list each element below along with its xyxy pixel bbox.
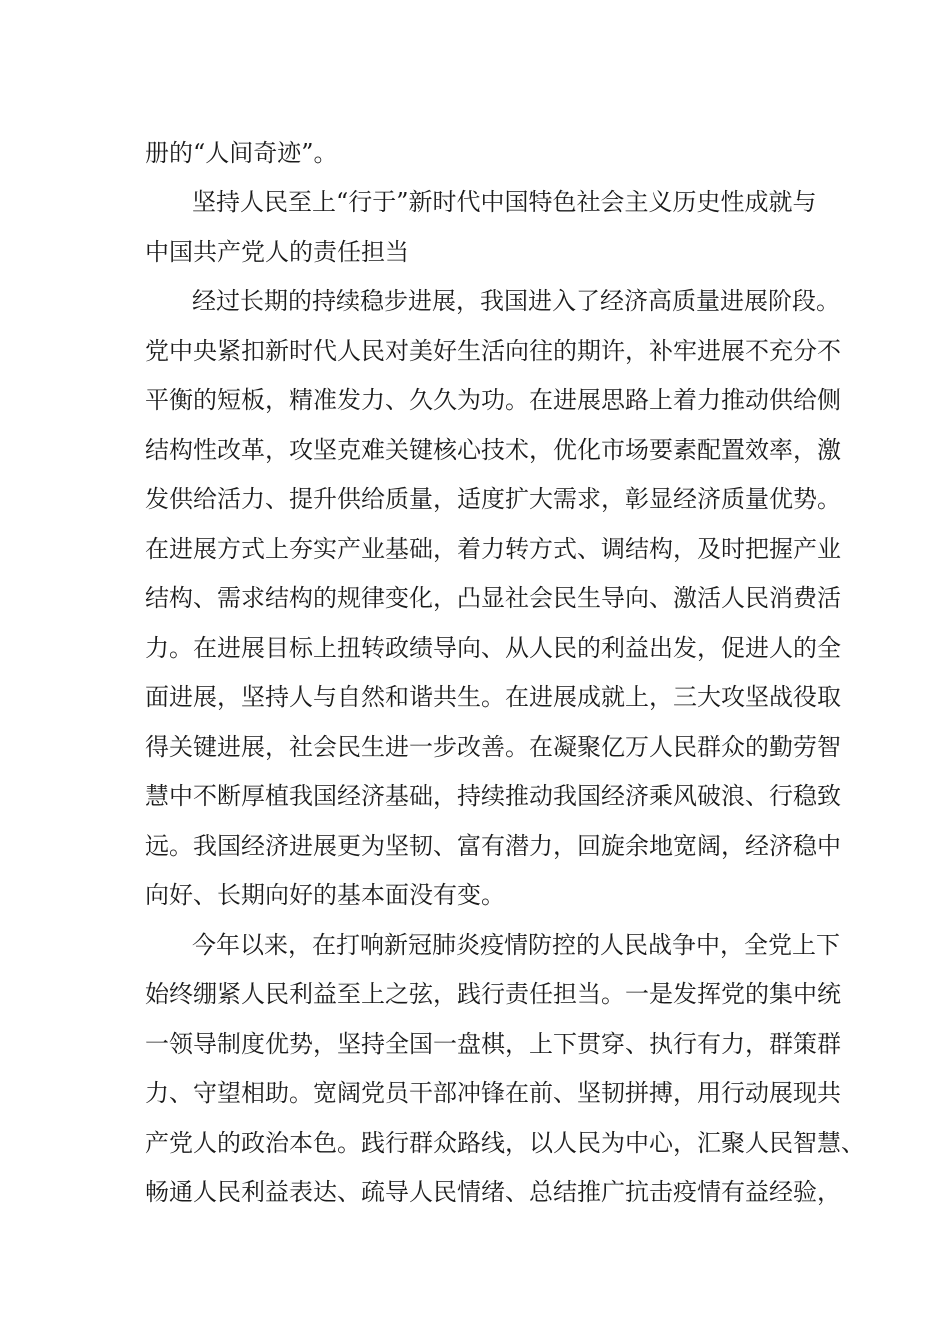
paragraph-1-line-3: 平衡的短板，精准发力、久久为功。在进展思路上着力推动供给侧 <box>145 386 841 414</box>
paragraph-2-line-1: 今年以来，在打响新冠肺炎疫情防控的人民战争中，全党上下 <box>192 931 840 959</box>
paragraph-2-line-4: 力、守望相助。宽阔党员干部冲锋在前、坚韧拼搏，用行动展现共 <box>145 1079 841 1107</box>
paragraph-1-line-6: 在进展方式上夯实产业基础，着力转方式、调结构，及时把握产业 <box>145 535 841 563</box>
section-heading-line-1: 坚持人民至上“行于”新时代中国特色社会主义历史性成就与 <box>192 188 817 216</box>
paragraph-1-line-12: 远。我国经济进展更为坚韧、富有潜力，回旋余地宽阔，经济稳中 <box>145 832 841 860</box>
section-heading-line-2: 中国共产党人的责任担当 <box>145 238 409 266</box>
paragraph-1-line-2: 党中央紧扣新时代人民对美好生活向往的期许，补牢进展不充分不 <box>145 337 841 365</box>
paragraph-2-line-6: 畅通人民利益表达、疏导人民情绪、总结推广抗击疫情有益经验， <box>145 1178 841 1206</box>
paragraph-2-line-2: 始终绷紧人民利益至上之弦，践行责任担当。一是发挥党的集中统 <box>145 980 841 1008</box>
paragraph-1-line-10: 得关键进展，社会民生进一步改善。在凝聚亿万人民群众的勤劳智 <box>145 733 841 761</box>
paragraph-1-line-1: 经过长期的持续稳步进展，我国进入了经济高质量进展阶段。 <box>192 287 840 315</box>
paragraph-1-line-11: 慧中不断厚植我国经济基础，持续推动我国经济乘风破浪、行稳致 <box>145 782 841 810</box>
paragraph-1-line-7: 结构、需求结构的规律变化，凸显社会民生导向、激活人民消费活 <box>145 584 841 612</box>
paragraph-1-line-13: 向好、长期向好的基本面没有变。 <box>145 881 505 909</box>
paragraph-1-line-5: 发供给活力、提升供给质量，适度扩大需求，彰显经济质量优势。 <box>145 485 841 513</box>
paragraph-2-line-5: 产党人的政治本色。践行群众路线，以人民为中心，汇聚人民智慧、 <box>145 1129 865 1157</box>
paragraph-1-line-4: 结构性改革，攻坚克难关键核心技术，优化市场要素配置效率，激 <box>145 436 841 464</box>
paragraph-1-line-8: 力。在进展目标上扭转政绩导向、从人民的利益出发，促进人的全 <box>145 634 841 662</box>
paragraph-1-line-9: 面进展，坚持人与自然和谐共生。在进展成就上，三大攻坚战役取 <box>145 683 841 711</box>
paragraph-2-line-3: 一领导制度优势，坚持全国一盘棋，上下贯穿、执行有力，群策群 <box>145 1030 841 1058</box>
text-line-1: 册的“人间奇迹”。 <box>145 139 338 167</box>
